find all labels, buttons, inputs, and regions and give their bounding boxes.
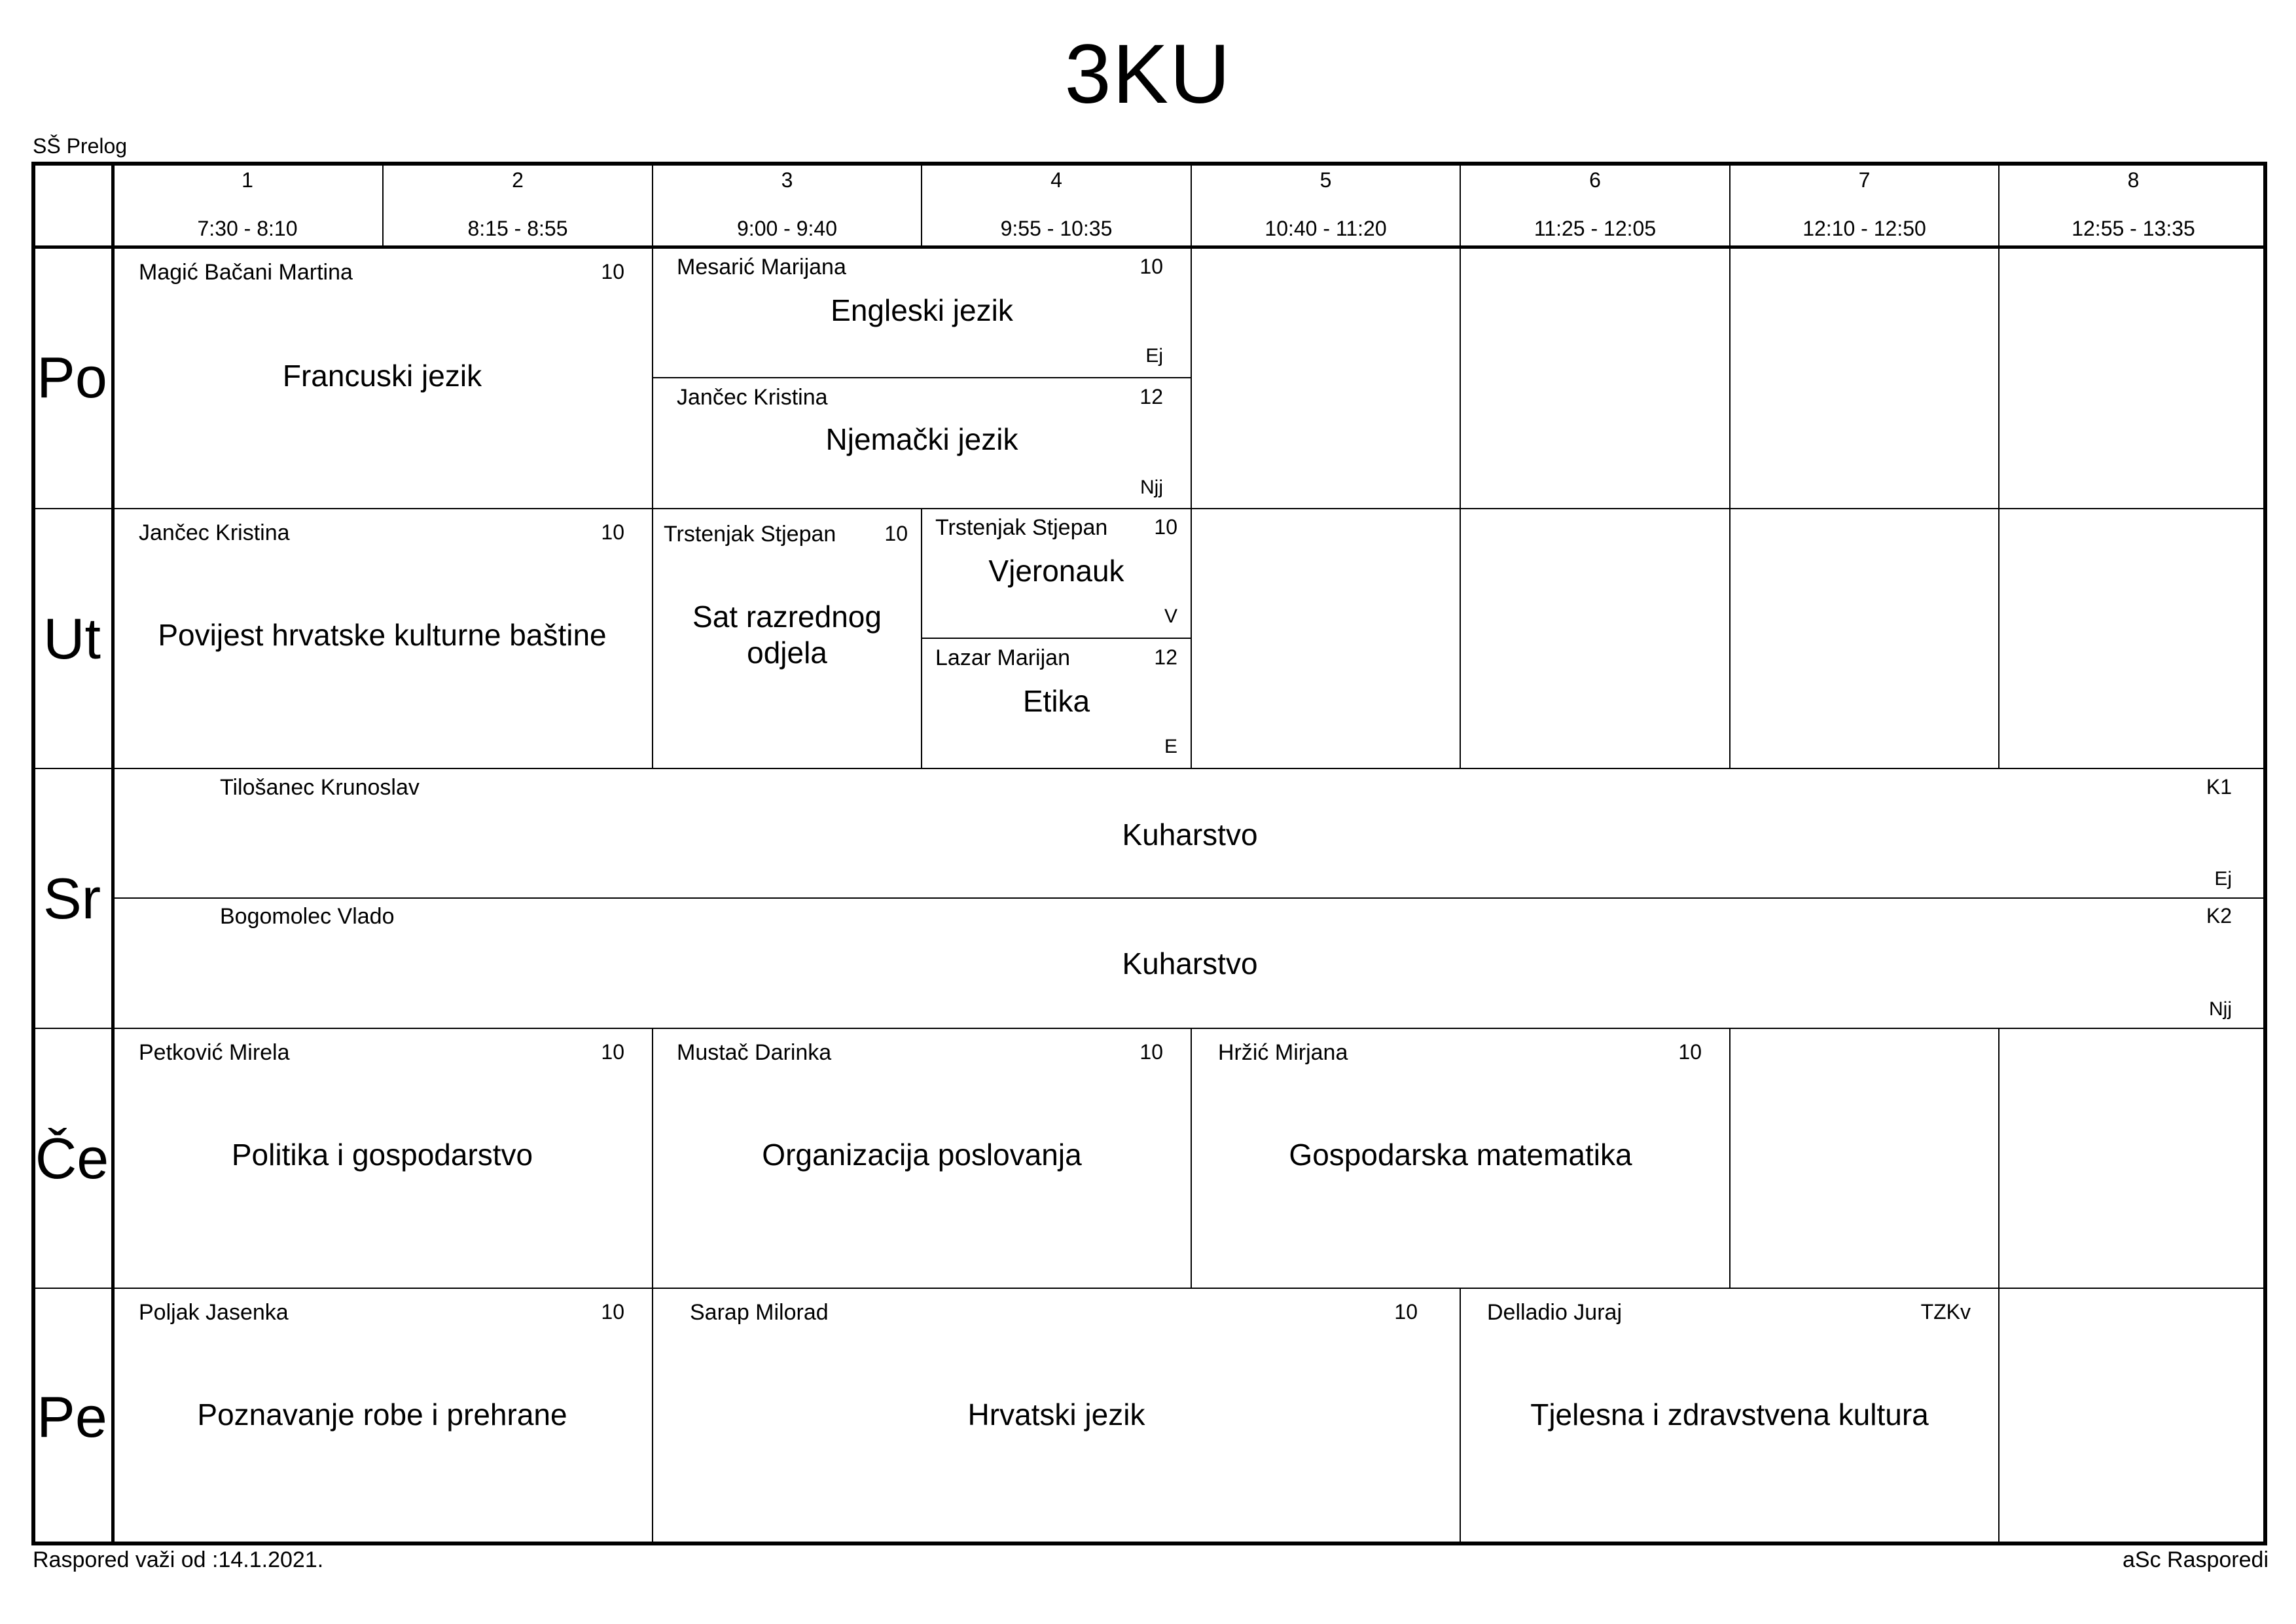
lesson-subject: Njemački jezik bbox=[825, 422, 1018, 456]
cell-divider bbox=[1998, 1028, 2000, 1288]
lesson-cell[interactable] bbox=[113, 768, 2267, 897]
period-header bbox=[1192, 162, 1460, 247]
period-time: 11:25 - 12:05 bbox=[1534, 217, 1657, 240]
lesson-cell[interactable] bbox=[113, 247, 652, 509]
cell-divider bbox=[652, 509, 653, 768]
lesson-group: V bbox=[1164, 605, 1177, 627]
lesson-subject: Hrvatski jezik bbox=[967, 1398, 1145, 1432]
period-number: 2 bbox=[512, 168, 524, 192]
period-header bbox=[1461, 162, 1729, 247]
header-col-divider bbox=[1191, 162, 1192, 247]
lesson-subject: Politika i gospodarstvo bbox=[231, 1138, 533, 1172]
lesson-teacher: Bogomolec Vlado bbox=[220, 904, 395, 929]
cell-divider bbox=[1729, 509, 1731, 768]
day-label-tuesday: Ut bbox=[43, 605, 101, 671]
header-col-divider bbox=[652, 162, 653, 247]
period-number: 7 bbox=[1858, 168, 1871, 192]
period-header bbox=[2000, 162, 2267, 247]
lesson-room: 12 bbox=[1154, 645, 1177, 669]
lesson-teacher: Delladio Juraj bbox=[1487, 1300, 1622, 1325]
lesson-cell[interactable] bbox=[113, 1028, 652, 1288]
header-col-divider bbox=[1460, 162, 1461, 247]
lesson-group: Ej bbox=[1145, 345, 1163, 367]
lesson-subject: Organizacija poslovanja bbox=[762, 1138, 1082, 1172]
period-header bbox=[653, 162, 921, 247]
lesson-teacher: Magić Bačani Martina bbox=[139, 260, 353, 285]
lesson-cell[interactable] bbox=[653, 509, 921, 768]
period-number: 5 bbox=[1319, 168, 1332, 192]
lesson-group: E bbox=[1164, 736, 1177, 757]
lesson-teacher: Sarap Milorad bbox=[690, 1300, 829, 1325]
lesson-room: 10 bbox=[1394, 1300, 1418, 1324]
lesson-teacher: Poljak Jasenka bbox=[139, 1300, 289, 1325]
lesson-teacher: Hržić Mirjana bbox=[1218, 1040, 1348, 1065]
period-number: 8 bbox=[2127, 168, 2140, 192]
cell-divider bbox=[1460, 509, 1461, 768]
lesson-cell[interactable] bbox=[653, 1028, 1191, 1288]
period-header bbox=[113, 162, 382, 247]
lesson-subject: Poznavanje robe i prehrane bbox=[197, 1398, 567, 1432]
lesson-subject: Povijest hrvatske kulturne baštine bbox=[158, 618, 607, 652]
lesson-room: TZKv bbox=[1920, 1300, 1971, 1324]
lesson-subject: Engleski jezik bbox=[831, 293, 1013, 327]
lesson-teacher: Tilošanec Krunoslav bbox=[220, 775, 420, 800]
lesson-room: K1 bbox=[2206, 775, 2232, 799]
day-label-monday: Po bbox=[37, 345, 107, 410]
lesson-cell[interactable] bbox=[113, 1288, 652, 1545]
lesson-room: 10 bbox=[1678, 1040, 1702, 1064]
lesson-cell[interactable] bbox=[1461, 1288, 1998, 1545]
lesson-cell[interactable] bbox=[113, 509, 652, 768]
cell-divider bbox=[1729, 247, 1731, 509]
cell-divider bbox=[1998, 509, 2000, 768]
lesson-room: 10 bbox=[1139, 1040, 1163, 1064]
lesson-subject: Tjelesna i zdravstvena kultura bbox=[1530, 1398, 1929, 1432]
period-number: 6 bbox=[1589, 168, 1601, 192]
period-number: 1 bbox=[242, 168, 253, 192]
lesson-teacher: Petković Mirela bbox=[139, 1040, 290, 1065]
lesson-teacher: Mesarić Marijana bbox=[677, 255, 846, 280]
period-time: 10:40 - 11:20 bbox=[1265, 217, 1387, 240]
lesson-room: 10 bbox=[601, 520, 624, 544]
timetable-grid bbox=[31, 162, 2267, 1545]
lesson-cell[interactable] bbox=[653, 378, 1191, 509]
lesson-cell[interactable] bbox=[922, 639, 1191, 768]
school-name: SŠ Prelog bbox=[33, 134, 128, 158]
header-col-divider bbox=[921, 162, 922, 247]
lesson-group: Njj bbox=[2209, 998, 2232, 1020]
day-column-divider bbox=[111, 162, 115, 1545]
day-label-friday: Pe bbox=[37, 1384, 107, 1449]
period-number: 4 bbox=[1050, 168, 1062, 192]
header-col-divider bbox=[1729, 162, 1731, 247]
lesson-subject: Vjeronauk bbox=[988, 554, 1124, 588]
lesson-subject: Kuharstvo bbox=[1122, 818, 1258, 852]
period-header bbox=[384, 162, 652, 247]
period-number: 3 bbox=[781, 168, 793, 192]
header-col-divider bbox=[382, 162, 384, 247]
lesson-subject: Sat razrednog odjela bbox=[692, 600, 882, 670]
page-title: 3KU bbox=[1064, 27, 1232, 121]
cell-divider bbox=[1998, 247, 2000, 509]
lesson-teacher: Trstenjak Stjepan bbox=[935, 515, 1108, 540]
split-divider bbox=[113, 897, 2267, 899]
lesson-teacher: Jančec Kristina bbox=[677, 385, 828, 410]
cell-divider bbox=[652, 1288, 653, 1545]
row-divider bbox=[31, 1028, 2267, 1029]
period-time: 12:55 - 13:35 bbox=[2072, 217, 2195, 240]
lesson-cell[interactable] bbox=[113, 899, 2267, 1028]
lesson-teacher: Lazar Marijan bbox=[935, 645, 1070, 670]
lesson-cell[interactable] bbox=[653, 1288, 1460, 1545]
lesson-group: Ej bbox=[2214, 868, 2232, 890]
row-divider bbox=[31, 508, 2267, 509]
lesson-cell[interactable] bbox=[653, 247, 1191, 377]
cell-divider bbox=[1460, 1288, 1461, 1545]
lesson-room: 10 bbox=[601, 1300, 624, 1324]
row-divider bbox=[31, 768, 2267, 769]
software-credit: aSc Rasporedi bbox=[2122, 1547, 2269, 1572]
cell-divider bbox=[1460, 247, 1461, 509]
cell-divider bbox=[652, 1028, 653, 1288]
lesson-room: K2 bbox=[2206, 904, 2232, 928]
cell-divider bbox=[1729, 1028, 1731, 1288]
lesson-subject: Francuski jezik bbox=[282, 359, 482, 393]
row-divider bbox=[31, 1288, 2267, 1289]
validity-note: Raspored važi od :14.1.2021. bbox=[33, 1547, 324, 1572]
cell-divider bbox=[1191, 1028, 1192, 1288]
period-time: 9:00 - 9:40 bbox=[737, 217, 837, 240]
lesson-group: Njj bbox=[1140, 477, 1163, 498]
lesson-room: 10 bbox=[1139, 255, 1163, 278]
lesson-room: 12 bbox=[1139, 385, 1163, 408]
lesson-room: 10 bbox=[601, 260, 624, 283]
split-divider bbox=[652, 377, 1191, 378]
lesson-teacher: Trstenjak Stjepan bbox=[664, 522, 836, 547]
day-label-wednesday: Sr bbox=[43, 865, 101, 931]
cell-divider bbox=[1998, 1288, 2000, 1545]
header-divider bbox=[31, 245, 2267, 249]
lesson-subject: Etika bbox=[1022, 684, 1090, 718]
period-header bbox=[1731, 162, 1998, 247]
lesson-teacher: Mustač Darinka bbox=[677, 1040, 832, 1065]
period-header bbox=[922, 162, 1191, 247]
day-label-thursday: Če bbox=[35, 1125, 109, 1191]
period-time: 12:10 - 12:50 bbox=[1803, 217, 1926, 240]
period-time: 8:15 - 8:55 bbox=[467, 217, 568, 240]
lesson-cell[interactable] bbox=[922, 509, 1191, 638]
header-col-divider bbox=[1998, 162, 2000, 247]
lesson-cell[interactable] bbox=[1192, 1028, 1729, 1288]
period-time: 9:55 - 10:35 bbox=[1000, 217, 1113, 240]
lesson-room: 10 bbox=[884, 522, 908, 545]
lesson-teacher: Jančec Kristina bbox=[139, 520, 290, 545]
lesson-room: 10 bbox=[1154, 515, 1177, 539]
lesson-room: 10 bbox=[601, 1040, 624, 1064]
lesson-subject: Kuharstvo bbox=[1122, 947, 1258, 981]
lesson-subject: Gospodarska matematika bbox=[1289, 1138, 1632, 1172]
period-time: 7:30 - 8:10 bbox=[197, 217, 298, 240]
split-divider bbox=[921, 638, 1191, 639]
